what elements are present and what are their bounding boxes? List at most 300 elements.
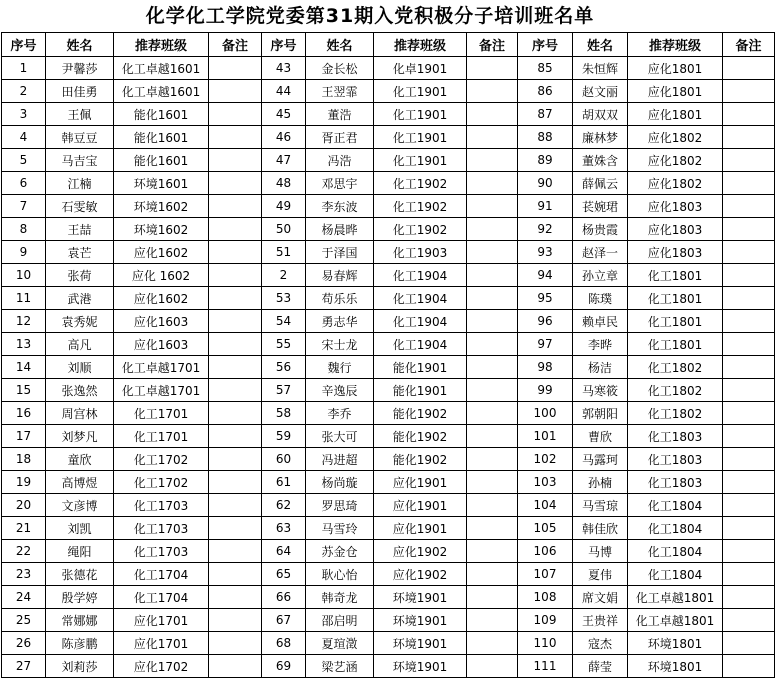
cell-note [209,356,262,379]
cell-number: 45 [262,103,306,126]
cell-number: 23 [2,563,46,586]
cell-number: 2 [262,264,306,287]
cell-name: 邓思宇 [306,172,374,195]
cell-class: 环境1901 [374,632,467,655]
cell-note [467,218,518,241]
cell-name: 张荷 [46,264,114,287]
cell-note [209,494,262,517]
cell-note [723,241,775,264]
cell-name: 曹欣 [573,425,628,448]
cell-class: 应化1602 [114,287,209,310]
cell-class: 化工1801 [628,287,723,310]
cell-note [467,264,518,287]
cell-number: 8 [2,218,46,241]
cell-class: 化工1801 [628,310,723,333]
cell-name: 袁秀妮 [46,310,114,333]
cell-number: 10 [2,264,46,287]
cell-number: 11 [2,287,46,310]
cell-note [723,632,775,655]
cell-number: 100 [518,402,573,425]
table-row [2,172,775,195]
cell-name: 胡双双 [573,103,628,126]
cell-class: 化工1903 [374,241,467,264]
cell-note [467,563,518,586]
cell-name: 王佩 [46,103,114,126]
cell-number: 91 [518,195,573,218]
cell-class: 化工1703 [114,517,209,540]
cell-note [723,103,775,126]
cell-class: 化工1802 [628,379,723,402]
cell-note [209,379,262,402]
cell-name: 孙楠 [573,471,628,494]
cell-class: 应化1902 [374,563,467,586]
header-no: 序号 [518,33,573,57]
cell-class: 应化1802 [628,126,723,149]
table-row [2,655,775,678]
header-note: 备注 [467,33,518,57]
cell-name: 张大可 [306,425,374,448]
cell-name: 马雪琼 [573,494,628,517]
cell-note [209,425,262,448]
cell-class: 应化1603 [114,333,209,356]
cell-name: 于泽国 [306,241,374,264]
cell-number: 87 [518,103,573,126]
cell-class: 应化1602 [114,241,209,264]
cell-class: 化工1803 [628,471,723,494]
cell-class: 化工1804 [628,540,723,563]
cell-number: 50 [262,218,306,241]
cell-name: 邵启明 [306,609,374,632]
cell-name: 赵文丽 [573,80,628,103]
cell-note [209,540,262,563]
cell-name: 赖卓民 [573,310,628,333]
cell-name: 廉林梦 [573,126,628,149]
cell-name: 杨洁 [573,356,628,379]
cell-class: 化工1901 [374,80,467,103]
table-row [2,517,775,540]
table-row [2,609,775,632]
cell-name: 王喆 [46,218,114,241]
cell-note [467,149,518,172]
cell-name: 陈彦鹏 [46,632,114,655]
cell-class: 应化1802 [628,172,723,195]
table-row [2,563,775,586]
cell-number: 60 [262,448,306,471]
cell-note [467,356,518,379]
cell-name: 杨贵霞 [573,218,628,241]
cell-number: 18 [2,448,46,471]
cell-note [723,80,775,103]
header-name: 姓名 [573,33,628,57]
cell-name: 周宫林 [46,402,114,425]
cell-class: 能化1601 [114,103,209,126]
cell-class: 化工卓越1701 [114,379,209,402]
cell-class: 应化1801 [628,57,723,80]
cell-number: 53 [262,287,306,310]
cell-number: 65 [262,563,306,586]
cell-class: 化工1901 [374,103,467,126]
cell-number: 101 [518,425,573,448]
cell-note [209,241,262,264]
cell-note [209,264,262,287]
cell-note [723,586,775,609]
header-no: 序号 [262,33,306,57]
cell-number: 9 [2,241,46,264]
cell-name: 席文娟 [573,586,628,609]
cell-number: 51 [262,241,306,264]
cell-name: 勇志华 [306,310,374,333]
cell-note [467,195,518,218]
cell-class: 化工1803 [628,448,723,471]
cell-number: 5 [2,149,46,172]
cell-class: 应化1801 [628,80,723,103]
table-row [2,126,775,149]
cell-number: 104 [518,494,573,517]
cell-number: 93 [518,241,573,264]
cell-note [723,540,775,563]
cell-note [209,172,262,195]
cell-class: 化工1802 [628,356,723,379]
cell-name: 赵泽一 [573,241,628,264]
table-row [2,333,775,356]
header-note: 备注 [723,33,775,57]
header-class: 推荐班级 [114,33,209,57]
cell-name: 韩豆豆 [46,126,114,149]
cell-note [209,471,262,494]
table-row [2,195,775,218]
cell-class: 环境1602 [114,218,209,241]
cell-class: 化工卓越1801 [628,586,723,609]
cell-number: 89 [518,149,573,172]
cell-class: 化工1904 [374,264,467,287]
table-row [2,80,775,103]
cell-note [209,287,262,310]
table-row [2,218,775,241]
cell-name: 刘梦凡 [46,425,114,448]
cell-name: 苏金仓 [306,540,374,563]
cell-number: 27 [2,655,46,678]
header-row [2,33,775,57]
cell-name: 夏伟 [573,563,628,586]
cell-number: 99 [518,379,573,402]
table-row [2,448,775,471]
cell-class: 能化1902 [374,448,467,471]
cell-number: 109 [518,609,573,632]
cell-note [723,195,775,218]
cell-class: 应化1803 [628,195,723,218]
cell-number: 54 [262,310,306,333]
cell-number: 64 [262,540,306,563]
cell-note [467,333,518,356]
cell-number: 17 [2,425,46,448]
cell-note [723,333,775,356]
cell-number: 61 [262,471,306,494]
cell-number: 7 [2,195,46,218]
cell-number: 96 [518,310,573,333]
cell-note [467,172,518,195]
cell-class: 化工卓越1701 [114,356,209,379]
cell-note [467,310,518,333]
cell-note [209,149,262,172]
cell-class: 化工1902 [374,195,467,218]
cell-name: 薛莹 [573,655,628,678]
cell-name: 马吉宝 [46,149,114,172]
table-row [2,287,775,310]
cell-name: 薛佩云 [573,172,628,195]
cell-number: 24 [2,586,46,609]
cell-number: 14 [2,356,46,379]
cell-class: 化工1801 [628,264,723,287]
cell-name: 马寒筱 [573,379,628,402]
cell-name: 苟乐乐 [306,287,374,310]
cell-note [723,448,775,471]
cell-note [723,379,775,402]
cell-name: 王贵祥 [573,609,628,632]
cell-name: 李东波 [306,195,374,218]
cell-class: 化工卓越1801 [628,609,723,632]
table-row [2,103,775,126]
header-name: 姓名 [46,33,114,57]
cell-number: 2 [2,80,46,103]
cell-number: 98 [518,356,573,379]
cell-note [467,379,518,402]
cell-note [723,172,775,195]
cell-name: 耿心怡 [306,563,374,586]
cell-name: 王翌霏 [306,80,374,103]
cell-name: 李晔 [573,333,628,356]
cell-number: 43 [262,57,306,80]
cell-note [209,402,262,425]
cell-note [723,517,775,540]
page-title: 化学化工学院党委第31期入党积极分子培训班名单 [145,5,595,27]
cell-class: 能化1901 [374,379,467,402]
cell-note [467,609,518,632]
cell-note [723,471,775,494]
cell-note [209,333,262,356]
cell-name: 魏行 [306,356,374,379]
cell-class: 化工1802 [628,402,723,425]
cell-note [209,310,262,333]
cell-name: 常娜娜 [46,609,114,632]
cell-class: 化工1904 [374,333,467,356]
cell-number: 55 [262,333,306,356]
cell-number: 19 [2,471,46,494]
cell-note [209,195,262,218]
cell-class: 应化1603 [114,310,209,333]
cell-class: 化工卓越1601 [114,57,209,80]
cell-number: 68 [262,632,306,655]
cell-name: 胥正君 [306,126,374,149]
cell-class: 化工卓越1601 [114,80,209,103]
cell-number: 44 [262,80,306,103]
cell-note [467,402,518,425]
cell-note [209,57,262,80]
cell-name: 董姝含 [573,149,628,172]
cell-name: 寇杰 [573,632,628,655]
cell-number: 20 [2,494,46,517]
cell-name: 绳阳 [46,540,114,563]
cell-name: 夏瑄澂 [306,632,374,655]
cell-name: 冯浩 [306,149,374,172]
cell-name: 孙立章 [573,264,628,287]
cell-note [723,494,775,517]
cell-note [723,57,775,80]
cell-class: 应化1802 [628,149,723,172]
cell-class: 环境1601 [114,172,209,195]
cell-number: 21 [2,517,46,540]
table-row [2,494,775,517]
cell-name: 韩奇龙 [306,586,374,609]
cell-number: 59 [262,425,306,448]
table-row [2,471,775,494]
cell-class: 应化1901 [374,494,467,517]
cell-name: 杨晨晔 [306,218,374,241]
cell-name: 刘顺 [46,356,114,379]
cell-class: 能化1902 [374,425,467,448]
cell-number: 22 [2,540,46,563]
cell-class: 环境1901 [374,609,467,632]
cell-number: 102 [518,448,573,471]
cell-number: 15 [2,379,46,402]
cell-name: 董浩 [306,103,374,126]
cell-name: 杨尚璇 [306,471,374,494]
cell-number: 94 [518,264,573,287]
cell-name: 田佳勇 [46,80,114,103]
cell-class: 能化1902 [374,402,467,425]
cell-number: 88 [518,126,573,149]
cell-name: 苌婉珺 [573,195,628,218]
cell-class: 化工1901 [374,149,467,172]
cell-note [467,425,518,448]
cell-class: 化工1702 [114,471,209,494]
cell-class: 化工1704 [114,586,209,609]
cell-number: 92 [518,218,573,241]
cell-class: 应化1801 [628,103,723,126]
cell-number: 16 [2,402,46,425]
cell-name: 马博 [573,540,628,563]
cell-class: 化工1803 [628,425,723,448]
cell-note [467,57,518,80]
cell-note [467,540,518,563]
cell-number: 86 [518,80,573,103]
table-row [2,241,775,264]
cell-number: 90 [518,172,573,195]
cell-name: 尹馨莎 [46,57,114,80]
cell-name: 陈璞 [573,287,628,310]
cell-class: 化工1902 [374,172,467,195]
cell-name: 宋士龙 [306,333,374,356]
table-row [2,402,775,425]
cell-number: 103 [518,471,573,494]
cell-name: 朱恒辉 [573,57,628,80]
cell-class: 化工1901 [374,126,467,149]
table-row [2,632,775,655]
cell-name: 高博煜 [46,471,114,494]
cell-note [209,632,262,655]
cell-class: 环境1602 [114,195,209,218]
cell-note [723,264,775,287]
cell-note [209,586,262,609]
cell-name: 易春辉 [306,264,374,287]
cell-number: 62 [262,494,306,517]
cell-name: 韩佳欣 [573,517,628,540]
cell-class: 化工1801 [628,333,723,356]
cell-number: 4 [2,126,46,149]
cell-name: 刘莉莎 [46,655,114,678]
cell-note [209,448,262,471]
cell-number: 26 [2,632,46,655]
cell-class: 能化1601 [114,126,209,149]
cell-number: 97 [518,333,573,356]
cell-note [723,287,775,310]
cell-note [209,126,262,149]
cell-name: 郭朝阳 [573,402,628,425]
cell-class: 环境1901 [374,586,467,609]
cell-name: 梁艺涵 [306,655,374,678]
cell-name: 马雪玲 [306,517,374,540]
cell-number: 1 [2,57,46,80]
cell-number: 46 [262,126,306,149]
cell-number: 111 [518,655,573,678]
cell-note [467,448,518,471]
table-row [2,379,775,402]
cell-note [723,425,775,448]
cell-number: 85 [518,57,573,80]
cell-note [723,563,775,586]
cell-name: 张逸然 [46,379,114,402]
cell-name: 江楠 [46,172,114,195]
cell-name: 童欣 [46,448,114,471]
cell-class: 应化 1602 [114,264,209,287]
cell-name: 张德花 [46,563,114,586]
cell-note [723,126,775,149]
cell-number: 6 [2,172,46,195]
header-no: 序号 [2,33,46,57]
cell-note [467,287,518,310]
table-row [2,149,775,172]
cell-number: 12 [2,310,46,333]
cell-note [723,609,775,632]
table-row [2,310,775,333]
cell-note [467,126,518,149]
cell-name: 武港 [46,287,114,310]
cell-number: 47 [262,149,306,172]
cell-number: 67 [262,609,306,632]
cell-note [723,149,775,172]
cell-note [467,103,518,126]
cell-note [209,80,262,103]
cell-number: 69 [262,655,306,678]
cell-name: 刘凯 [46,517,114,540]
cell-number: 49 [262,195,306,218]
cell-class: 能化1901 [374,356,467,379]
cell-class: 化卓1901 [374,57,467,80]
cell-class: 应化1701 [114,609,209,632]
cell-note [209,609,262,632]
cell-number: 106 [518,540,573,563]
cell-name: 袁芒 [46,241,114,264]
cell-number: 110 [518,632,573,655]
cell-number: 95 [518,287,573,310]
roster-table [1,32,775,678]
cell-number: 66 [262,586,306,609]
cell-name: 罗思琦 [306,494,374,517]
cell-note [467,632,518,655]
cell-number: 107 [518,563,573,586]
cell-note [467,517,518,540]
header-class: 推荐班级 [374,33,467,57]
cell-name: 金长松 [306,57,374,80]
